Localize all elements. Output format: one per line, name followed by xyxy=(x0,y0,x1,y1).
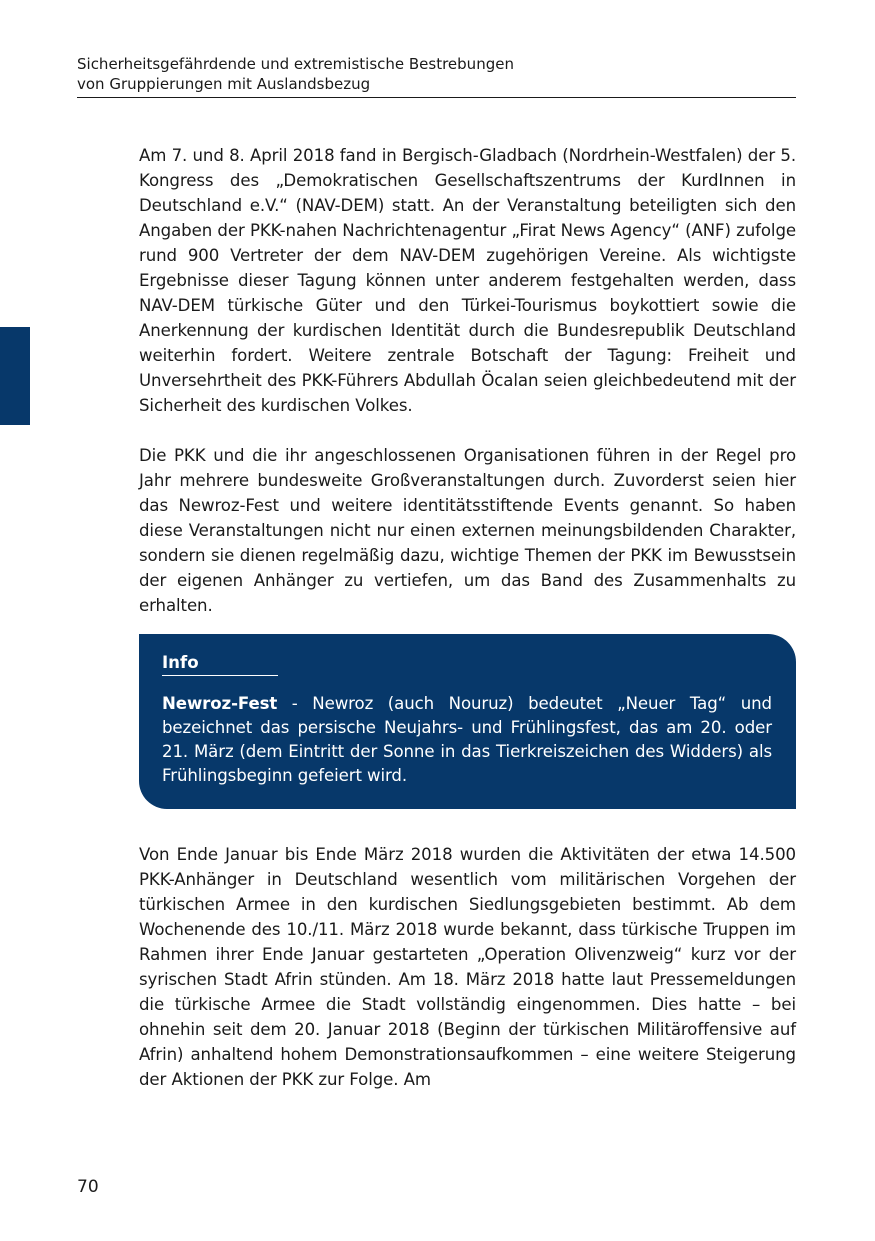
body-paragraph-2 xyxy=(139,443,796,618)
paragraph-text: Am 7. und 8. April 2018 fand in Bergisch-Gladbach (Nordrhein-Westfalen) der 5. Kongress des „Demokratischen Gesellschaftszentrums der KurdInnen in Deutschland e.V.“ (NAV-DEM) statt. An der Veranstaltung beteiligten sich den Angaben der PKK-nahen Nachrichtenagentur „Firat News Agency“ (ANF) zufolge rund 900 Vertreter der dem NAV-DEM zugehörigen Vereine. Als wichtigste Ergebnisse dieser Tagung können unter anderem festgehalten werden, dass NAV-DEM türkische Güter und den Türkei-Tourismus boykottiert sowie die Anerkennung der kurdischen Identität durch die Bundesrepublik Deutschland weiterhin fordert. Weitere zentrale Botschaft der Tagung: Freiheit und Unversehrtheit des PKK-Führers Abdullah Öcalan seien gleichbedeutend mit der Sicherheit des kurdischen Volkes. xyxy=(139,146,796,415)
running-header xyxy=(77,54,796,98)
running-header-line-1: Sicherheitsgefährdende und extremistische Bestrebungen xyxy=(77,55,514,73)
running-header-line-2: von Gruppierungen mit Auslandsbezug xyxy=(77,75,371,93)
info-box xyxy=(139,634,796,809)
paragraph-text: Die PKK und die ihr angeschlossenen Organisationen führen in der Regel pro Jahr mehrere bundesweite Großveranstaltungen durch. Zuvorderst seien hier das Newroz-Fest und weitere identitätsstiftende Events genannt. So haben diese Veranstaltungen nicht nur einen externen meinungsbildenden Charakter, sondern sie dienen regelmäßig dazu, wichtige Themen der PKK im Bewusstsein der eigenen Anhänger zu vertiefen, um das Band des Zusammenhalts zu erhalten. xyxy=(139,446,796,615)
body-paragraph-3 xyxy=(139,842,796,1092)
page-number: 70 xyxy=(77,1177,99,1197)
info-box-title: Info xyxy=(162,652,278,676)
paragraph-text: Von Ende Januar bis Ende März 2018 wurden die Aktivitäten der etwa 14.500 PKK-Anhänger in Deutschland wesentlich vom militärischen Vorgehen der türkischen Armee in den kurdischen Siedlungsgebieten bestimmt. Ab dem Wochenende des 10./11. März 2018 wurde bekannt, dass türkische Truppen im Rahmen ihrer Ende Januar gestarteten „Operation Olivenzweig“ kurz vor der syrischen Stadt Afrin stünden. Am 18. März 2018 hatte laut Pressemeldungen die türkische Armee die Stadt vollständig eingenommen. Dies hatte – bei ohnehin seit dem 20. Januar 2018 (Beginn der türkischen Militäroffensive auf Afrin) anhaltend hohem Demonstrationsaufkommen – eine weitere Steigerung der Aktionen der PKK zur Folge. Am xyxy=(139,845,796,1089)
info-box-definition: - Newroz (auch Nouruz) bedeutet „Neuer Tag“ und bezeichnet das persische Neujahrs- und Frühlingsfest, das am 20. oder 21. März (dem Eintritt der Sonne in das Tierkreiszeichen des Widders) als Frühlingsbeginn gefeiert wird. xyxy=(162,694,772,785)
chapter-side-marker xyxy=(0,327,30,425)
info-box-text xyxy=(162,692,772,788)
info-box-term: Newroz-Fest xyxy=(162,694,278,713)
body-paragraph-1 xyxy=(139,143,796,418)
